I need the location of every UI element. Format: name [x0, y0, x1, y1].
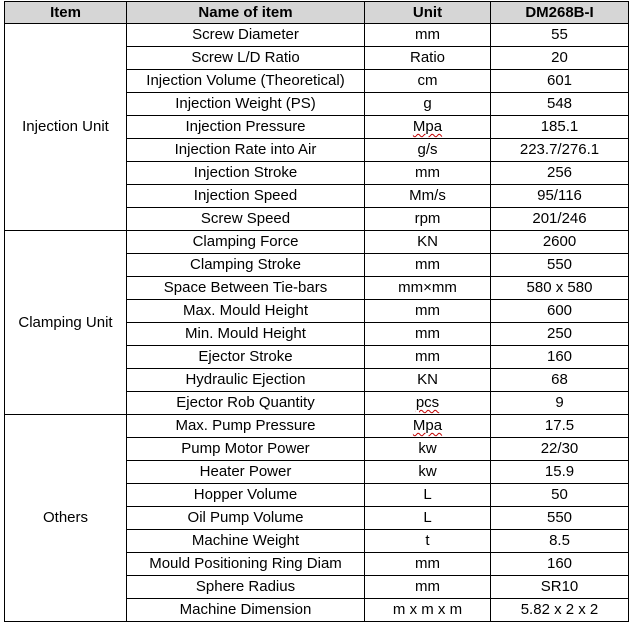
value-cell [491, 208, 629, 231]
item-name-cell-text: Sphere Radius [195, 578, 296, 595]
value-cell-text: 256 [546, 164, 573, 181]
unit-cell [365, 116, 491, 139]
value-cell [491, 139, 629, 162]
item-name-cell-text: Clamping Stroke [190, 256, 301, 273]
item-name-cell [127, 369, 365, 392]
item-name-cell-text: Injection Rate into Air [174, 141, 317, 158]
unit-cell [365, 461, 491, 484]
value-cell [491, 553, 629, 576]
item-name-cell-text: Space Between Tie-bars [163, 279, 328, 296]
item-name-cell-text: Machine Weight [191, 532, 300, 549]
value-cell-text: 22/30 [540, 440, 579, 457]
unit-cell-text: pcs [415, 394, 440, 411]
unit-cell [365, 369, 491, 392]
unit-cell [365, 323, 491, 346]
unit-cell-text: Mpa [412, 417, 443, 434]
value-cell-text: SR10 [540, 578, 579, 595]
unit-cell [365, 599, 491, 622]
value-cell-text: 5.82 x 2 x 2 [520, 601, 599, 618]
value-cell [491, 277, 629, 300]
unit-cell-text: kw [418, 440, 437, 457]
item-name-cell [127, 530, 365, 553]
unit-cell-text: mm [415, 256, 440, 273]
value-cell [491, 254, 629, 277]
unit-cell [365, 530, 491, 553]
item-name-cell [127, 47, 365, 70]
value-cell [491, 24, 629, 47]
unit-cell [365, 231, 491, 254]
header-item: Item [5, 2, 127, 24]
unit-cell-text: Mm/s [409, 187, 446, 204]
item-name-cell [127, 162, 365, 185]
spec-body [5, 24, 629, 622]
item-name-cell-text: Pump Motor Power [181, 440, 310, 457]
unit-cell-text: mm [415, 555, 440, 572]
value-cell-text: 600 [546, 302, 573, 319]
value-cell-text: 160 [546, 555, 573, 572]
unit-cell [365, 185, 491, 208]
value-cell-text: 550 [546, 256, 573, 273]
item-name-cell [127, 139, 365, 162]
value-cell-text: 20 [551, 49, 568, 66]
item-name-cell-text: Screw Speed [200, 210, 291, 227]
item-name-cell [127, 70, 365, 93]
value-cell-text: 160 [546, 348, 573, 365]
unit-cell [365, 70, 491, 93]
value-cell-text: 68 [551, 371, 568, 388]
item-name-cell [127, 300, 365, 323]
value-cell [491, 162, 629, 185]
unit-cell [365, 24, 491, 47]
value-cell-text: 15.9 [544, 463, 575, 480]
group-label: Others [5, 415, 127, 622]
unit-cell-text: Ratio [409, 49, 446, 66]
unit-cell-text: mm [415, 325, 440, 342]
item-name-cell-text: Screw Diameter [192, 26, 299, 43]
value-cell [491, 185, 629, 208]
unit-cell-text: mm [415, 578, 440, 595]
value-cell-text: 9 [555, 394, 564, 411]
unit-cell-text: rpm [414, 210, 441, 227]
unit-cell-text: m x m x m [392, 601, 463, 618]
item-name-cell [127, 116, 365, 139]
unit-cell [365, 415, 491, 438]
item-name-cell [127, 599, 365, 622]
unit-cell [365, 392, 491, 415]
value-cell [491, 530, 629, 553]
unit-cell-text: L [423, 509, 432, 526]
value-cell-text: 601 [546, 72, 573, 89]
item-name-cell-text: Ejector Stroke [198, 348, 293, 365]
value-cell-text: 2600 [542, 233, 577, 250]
header-model: DM268B-I [491, 2, 629, 24]
value-cell-text: 17.5 [544, 417, 575, 434]
value-cell [491, 231, 629, 254]
value-cell-text: 223.7/276.1 [519, 141, 600, 158]
unit-cell-text: L [423, 486, 432, 503]
value-cell-text: 548 [546, 95, 573, 112]
value-cell [491, 576, 629, 599]
value-cell-text: 580 x 580 [526, 279, 593, 296]
value-cell-text: 8.5 [549, 532, 570, 549]
value-cell [491, 461, 629, 484]
item-name-cell [127, 93, 365, 116]
item-name-cell [127, 461, 365, 484]
item-name-cell-text: Injection Stroke [193, 164, 298, 181]
item-name-cell-text: Ejector Rob Quantity [176, 394, 315, 411]
value-cell-text: 250 [546, 325, 573, 342]
item-name-cell [127, 231, 365, 254]
value-cell-text: 55 [551, 26, 568, 43]
unit-cell-text: KN [417, 371, 438, 388]
unit-cell-text: KN [417, 233, 438, 250]
value-cell [491, 70, 629, 93]
value-cell-text: 50 [551, 486, 568, 503]
item-name-cell [127, 484, 365, 507]
unit-cell-text: t [425, 532, 430, 549]
item-name-cell-text: Hydraulic Ejection [185, 371, 306, 388]
unit-cell-text: mm [415, 164, 440, 181]
header-name: Name of item [127, 2, 365, 24]
item-name-cell-text: Max. Pump Pressure [175, 417, 316, 434]
unit-cell-text: mm [415, 26, 440, 43]
item-name-cell [127, 208, 365, 231]
unit-cell-text: mm [415, 302, 440, 319]
unit-cell [365, 93, 491, 116]
unit-cell-text: mm×mm [398, 279, 457, 296]
item-name-cell-text: Injection Pressure [185, 118, 306, 135]
value-cell [491, 369, 629, 392]
item-name-cell-text: Hopper Volume [193, 486, 298, 503]
spec-table [4, 1, 629, 622]
item-name-cell [127, 323, 365, 346]
unit-cell [365, 254, 491, 277]
value-cell [491, 599, 629, 622]
unit-cell [365, 553, 491, 576]
unit-cell [365, 576, 491, 599]
value-cell [491, 93, 629, 116]
value-cell [491, 392, 629, 415]
item-name-cell-text: Oil Pump Volume [187, 509, 304, 526]
item-name-cell [127, 254, 365, 277]
unit-cell [365, 208, 491, 231]
unit-cell [365, 438, 491, 461]
value-cell-text: 550 [546, 509, 573, 526]
item-name-cell-text: Machine Dimension [179, 601, 312, 618]
item-name-cell [127, 346, 365, 369]
item-name-cell-text: Screw L/D Ratio [191, 49, 300, 66]
item-name-cell-text: Clamping Force [192, 233, 299, 250]
header-row [5, 2, 629, 24]
item-name-cell-text: Injection Volume (Theoretical) [146, 72, 345, 89]
item-name-cell-text: Min. Mould Height [185, 325, 306, 342]
unit-cell-text: g [423, 95, 432, 112]
unit-cell [365, 277, 491, 300]
group-label: Injection Unit [5, 24, 127, 231]
item-name-cell [127, 576, 365, 599]
value-cell [491, 438, 629, 461]
unit-cell-text: g/s [417, 141, 438, 158]
unit-cell-text: kw [418, 463, 437, 480]
value-cell-text: 95/116 [537, 187, 582, 204]
item-name-cell-text: Mould Positioning Ring Diam [149, 555, 342, 572]
item-name-cell [127, 24, 365, 47]
item-name-cell-text: Injection Weight (PS) [175, 95, 316, 112]
value-cell [491, 415, 629, 438]
item-name-cell [127, 277, 365, 300]
unit-cell [365, 47, 491, 70]
table-row [5, 415, 629, 438]
value-cell [491, 323, 629, 346]
unit-cell [365, 139, 491, 162]
value-cell [491, 116, 629, 139]
value-cell [491, 346, 629, 369]
item-name-cell [127, 415, 365, 438]
item-name-cell-text: Injection Speed [193, 187, 298, 204]
item-name-cell-text: Max. Mould Height [182, 302, 309, 319]
value-cell [491, 47, 629, 70]
value-cell [491, 484, 629, 507]
unit-cell-text: cm [417, 72, 438, 89]
unit-cell [365, 507, 491, 530]
item-name-cell-text: Heater Power [199, 463, 292, 480]
value-cell-text: 185.1 [540, 118, 579, 135]
unit-cell [365, 346, 491, 369]
value-cell [491, 300, 629, 323]
header-unit: Unit [365, 2, 491, 24]
item-name-cell [127, 392, 365, 415]
value-cell [491, 507, 629, 530]
value-cell-text: 201/246 [532, 210, 587, 227]
table-row [5, 24, 629, 47]
item-name-cell [127, 438, 365, 461]
group-label: Clamping Unit [5, 231, 127, 415]
item-name-cell [127, 185, 365, 208]
unit-cell-text: Mpa [412, 118, 443, 135]
item-name-cell [127, 507, 365, 530]
table-row [5, 231, 629, 254]
unit-cell [365, 162, 491, 185]
unit-cell [365, 484, 491, 507]
unit-cell-text: mm [415, 348, 440, 365]
item-name-cell [127, 553, 365, 576]
unit-cell [365, 300, 491, 323]
